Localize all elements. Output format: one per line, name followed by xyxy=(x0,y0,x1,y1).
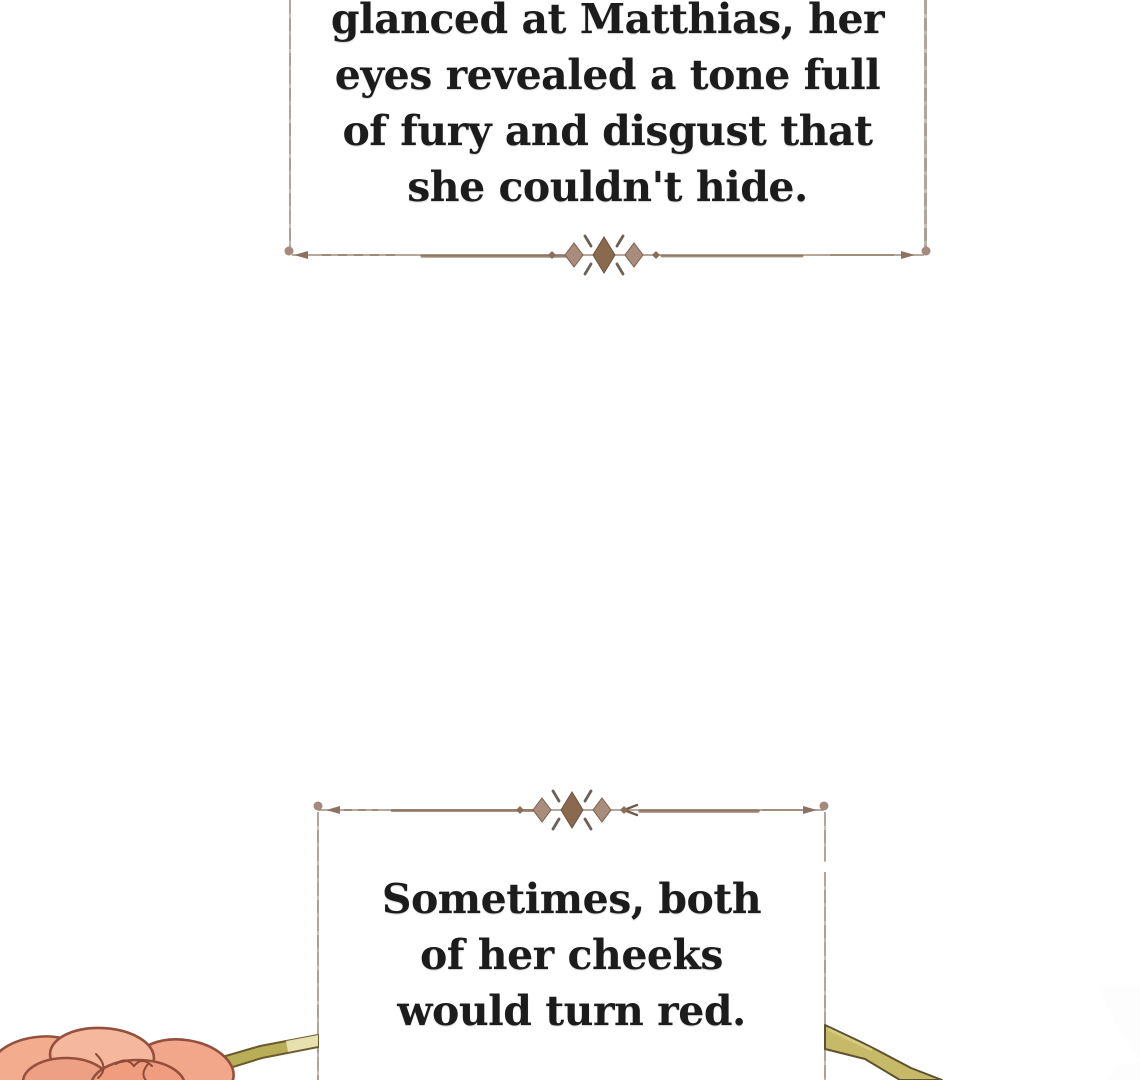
border-arrow-right-icon xyxy=(803,806,817,814)
border-arrow-left-icon xyxy=(326,806,340,814)
narration-line: eyes revealed a tone full xyxy=(334,51,881,99)
border-arrow-right-icon xyxy=(901,251,915,259)
corner-dot-icon xyxy=(314,802,323,811)
narration-line: she couldn't hide. xyxy=(407,163,808,211)
narration-line: Sometimes, both xyxy=(381,875,762,923)
bottom-box-decorative-border xyxy=(296,789,846,833)
narration-line: of fury and disgust that xyxy=(342,107,873,155)
narration-box-top xyxy=(289,0,926,215)
corner-dot-icon xyxy=(820,802,829,811)
narration-line: glanced at Matthias, her xyxy=(330,0,885,43)
faint-petal-corner xyxy=(1088,985,1140,1060)
corner-dot-icon xyxy=(922,247,931,256)
narration-line: would turn red. xyxy=(397,987,746,1035)
border-arrow-left-icon xyxy=(294,251,308,259)
narration-box-bottom xyxy=(318,871,825,1039)
narration-line: of her cheeks xyxy=(420,931,723,979)
corner-dot-icon xyxy=(285,247,294,256)
top-box-decorative-border xyxy=(282,234,934,278)
flower-stem-right-illustration xyxy=(815,1015,950,1080)
rose-flower-illustration xyxy=(0,1018,246,1080)
faint-petal-corner xyxy=(1108,1062,1140,1080)
